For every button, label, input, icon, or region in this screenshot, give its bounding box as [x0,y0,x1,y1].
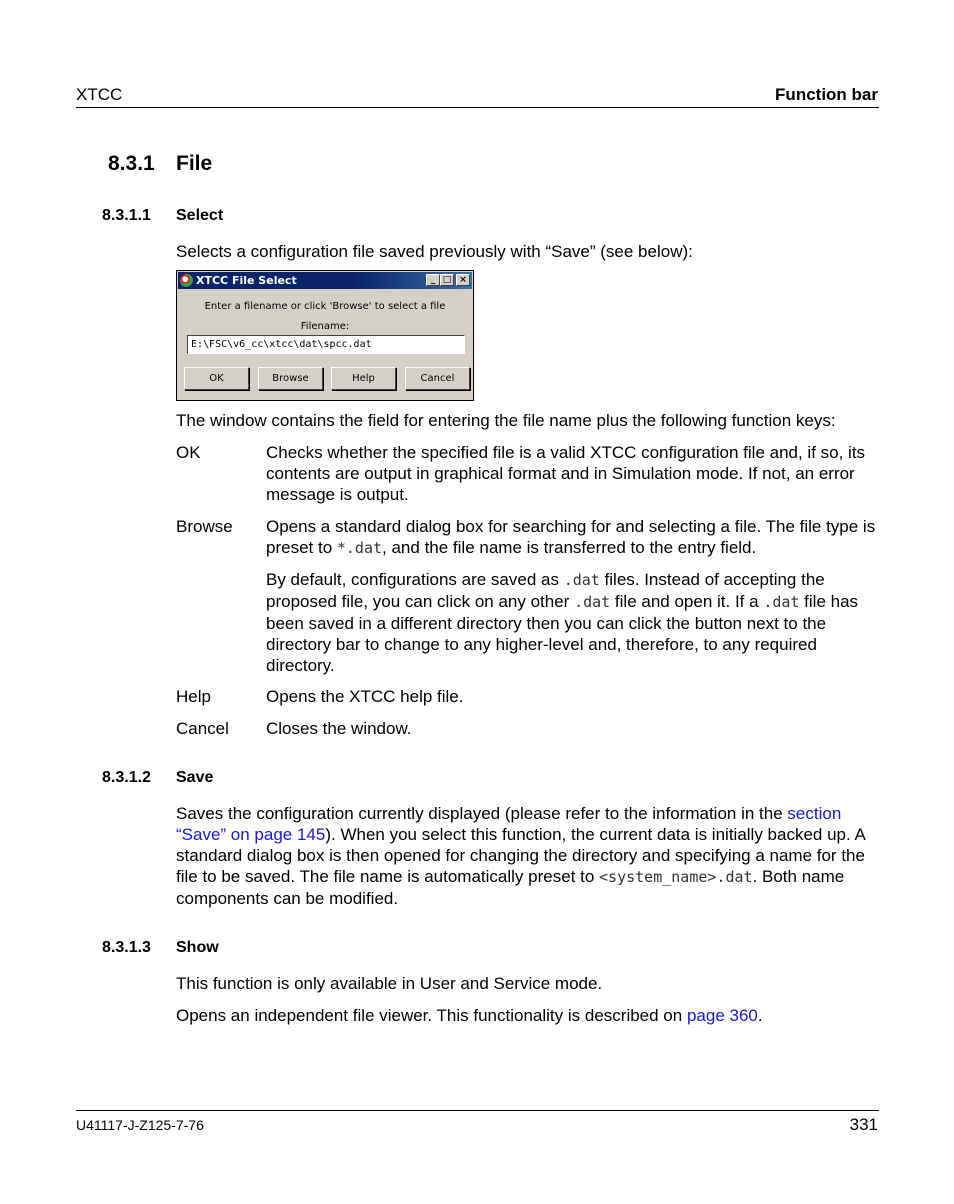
text-run: files. Instead of accepting the proposed file, you can click on any other [266,570,825,611]
filename-label: Filename: [300,321,350,332]
file-select-dialog [176,270,474,401]
footer-rule [76,1110,879,1111]
close-button[interactable]: × [456,274,470,286]
code-ext: .dat [563,571,600,589]
filename-input[interactable]: E:\FSC\v6_cc\xtcc\dat\spcc.dat [187,335,465,354]
code-filetype: *.dat [336,539,383,557]
text-run: file and open it. If a [610,592,764,611]
text-run: By default, configurations are saved as [266,570,564,589]
text-run: Opens an independent file viewer. This functionality is described on [176,1006,687,1025]
key-term-ok: OK [176,443,201,462]
code-ext: .dat [574,593,611,611]
show-text-2 [176,1005,876,1026]
select-title: Select [176,207,224,224]
key-term-browse: Browse [176,517,233,536]
select-intro: Selects a configuration file saved previously with “Save” (see below): [176,242,693,261]
save-number: 8.3.1.2 [102,769,151,786]
section-title: File [176,152,213,175]
header-rule [76,107,879,108]
save-text [176,803,876,909]
dialog-titlebar [178,272,472,289]
page-360-link[interactable]: page 360 [686,1006,758,1025]
cancel-button[interactable]: Cancel [405,367,470,390]
text-run: file has been saved in a different directory then you can click the button next to the directory bar to change to any higher-level and, therefore, to any required directory. [266,592,859,675]
dialog-title: XTCC File Select [196,274,297,287]
help-button[interactable]: Help [331,367,396,390]
key-desc-browse-2 [266,569,878,676]
maximize-button[interactable]: □ [440,274,454,286]
show-number: 8.3.1.3 [102,939,151,956]
text-run: . Both name components can be modified. [176,867,845,908]
code-filename: <system_name>.dat [599,868,753,886]
key-desc-ok: Checks whether the specified file is a valid XTCC configuration file and, if so, its contents are output in graphical format and in Simulation mode. If not, an error message is output. [266,443,866,504]
key-desc-cancel: Closes the window. [266,719,412,738]
show-text-1: This function is only available in User and Service mode. [176,974,603,993]
dialog-instruction: Enter a filename or click 'Browse' to select a file [204,301,446,312]
code-ext: .dat [763,593,800,611]
text-run: ). When you select this function, the current data is initially backed up. A standard dialog box is then opened for changing the directory and specifying a name for the file to be saved. The file name is automatically preset to [176,825,865,886]
window-description: The window contains the field for entering the file name plus the following function keys: [176,411,836,430]
minimize-button[interactable]: _ [426,274,440,286]
browse-button[interactable]: Browse [258,367,323,390]
header-right: Function bar [775,85,878,104]
save-section-link[interactable]: section “Save” on page 145 [176,804,842,844]
key-desc-help: Opens the XTCC help file. [266,687,464,706]
save-title: Save [176,769,214,786]
text-run: , and the file name is transferred to the entry field. [382,538,757,557]
select-number: 8.3.1.1 [102,207,151,224]
footer-doc-id: U41117-J-Z125-7-76 [76,1117,204,1133]
text-run: Opens a standard dialog box for searching for and selecting a file. The file type is preset to [266,517,876,557]
text-run: Saves the configuration currently displayed (please refer to the information in the [176,804,788,823]
ok-button[interactable]: OK [184,367,249,390]
section-number: 8.3.1 [108,152,155,175]
header-left: XTCC [76,85,123,104]
key-desc-browse-1 [266,516,878,559]
show-title: Show [176,939,219,956]
key-term-cancel: Cancel [176,719,229,738]
text-run: . [757,1006,763,1025]
app-icon [180,274,193,287]
page-number: 331 [849,1115,878,1134]
key-term-help: Help [176,687,211,706]
